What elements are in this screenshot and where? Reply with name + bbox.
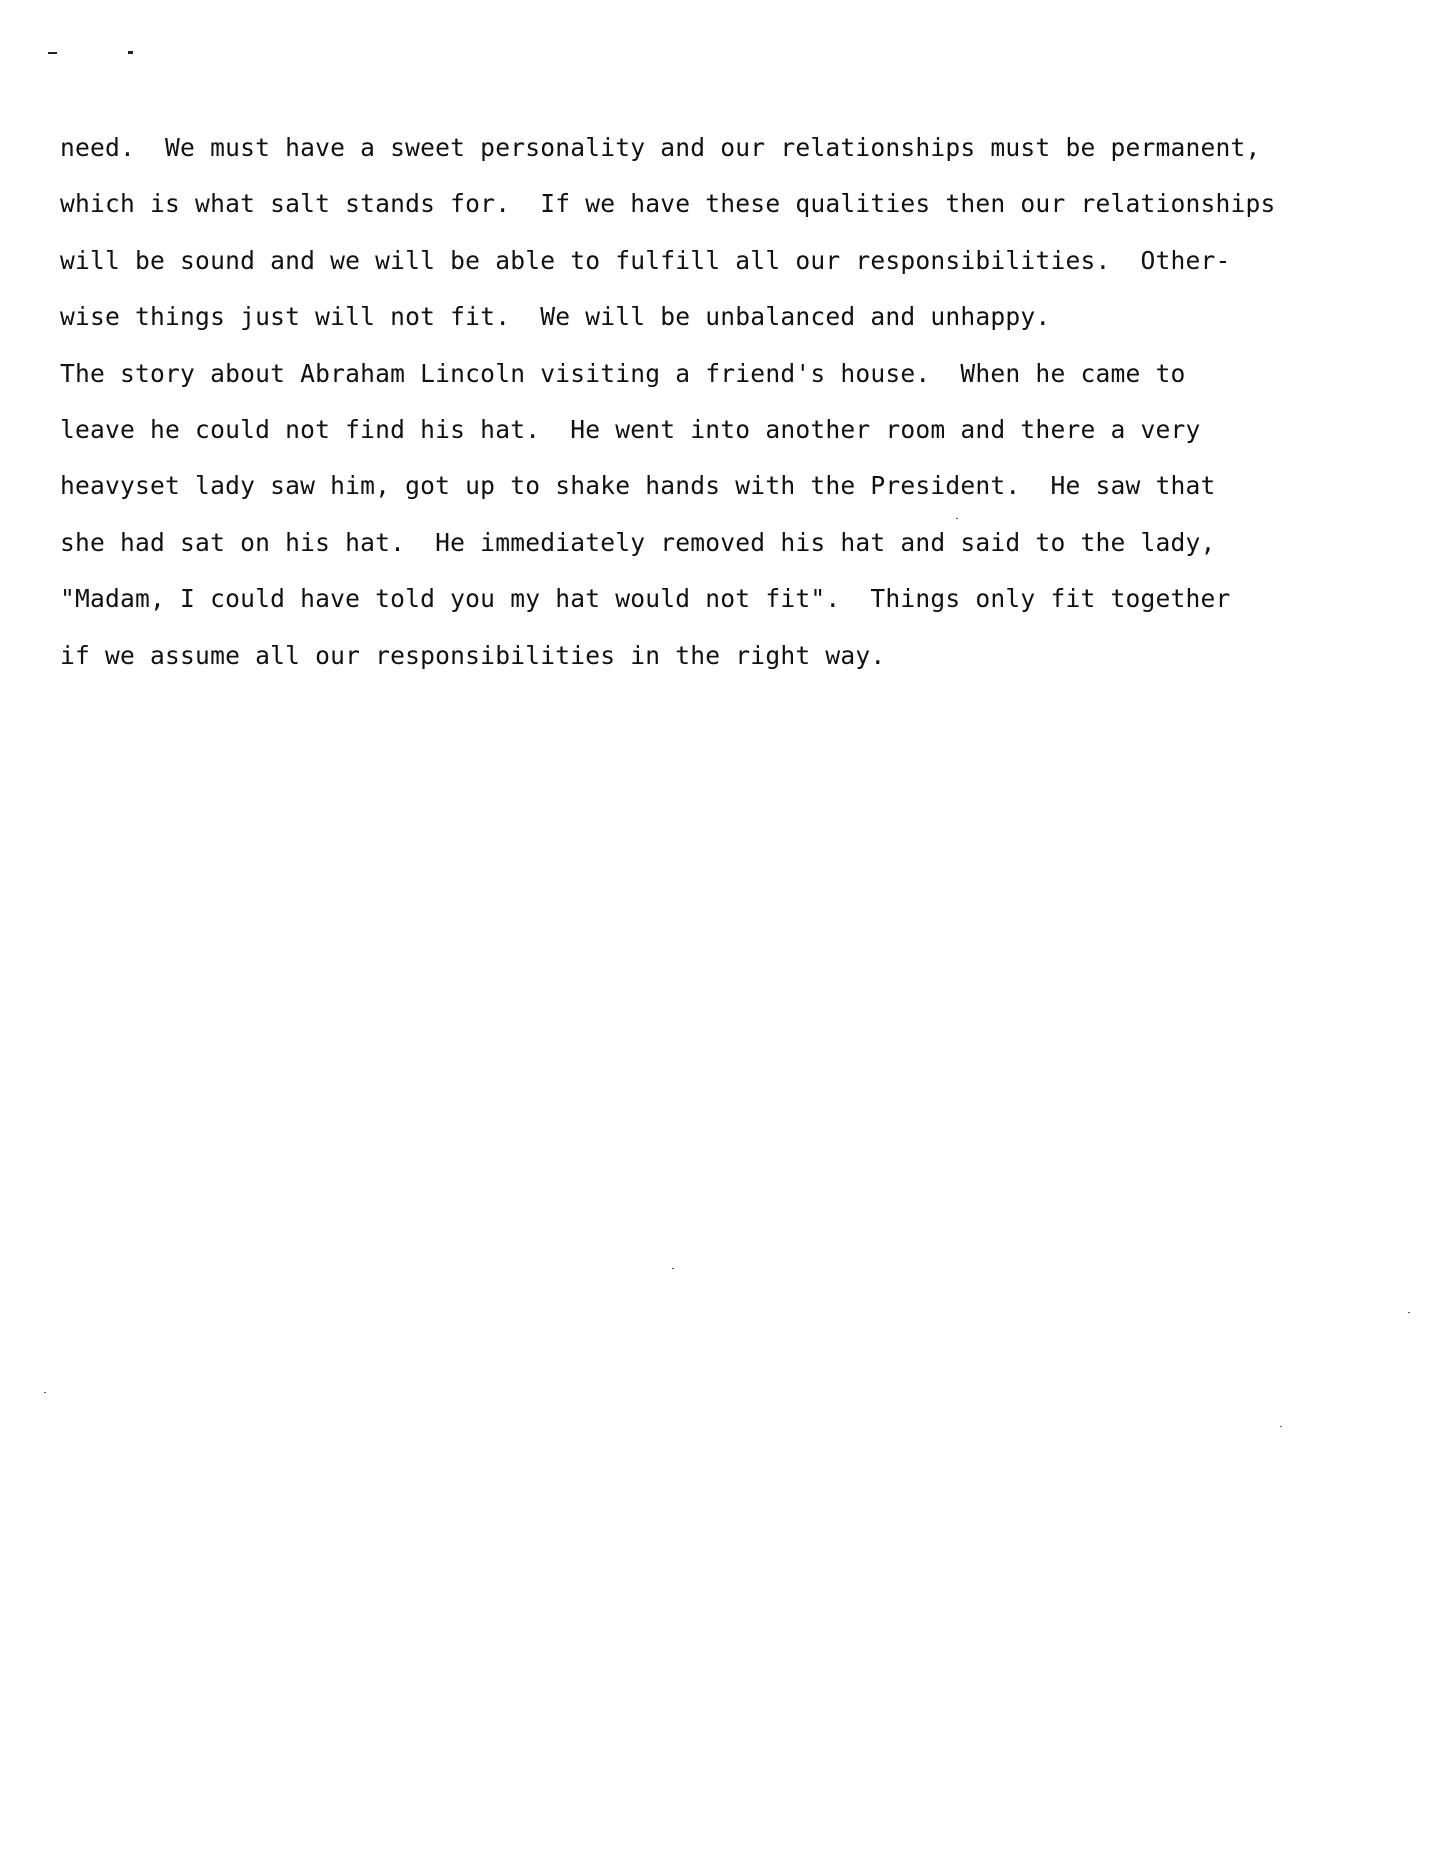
scan-speck [1408,1312,1410,1313]
text-line: "Madam, I could have told you my hat would not fit". Things only fit together [60,584,1231,614]
text-line: need. We must have a sweet personality and our relationships must be permanent, [60,133,1261,162]
scan-speck [956,518,958,519]
scan-speck [44,1392,46,1393]
text-line: if we assume all our responsibilities in the right way. [60,640,886,670]
text-line: she had sat on his hat. He immediately removed his hat and said to the lady, [60,527,1216,557]
body-text [60,120,1420,684]
text-line: will be sound and we will be able to fulfill all our responsibilities. Other- [60,245,1231,275]
corner-marks [48,46,138,58]
text-line: which is what salt stands for. If we have these qualities then our relationships [60,189,1276,219]
scan-mark [48,52,57,54]
scan-speck [1280,1426,1282,1427]
text-line: The story about Abraham Lincoln visiting a friend's house. When he came to [60,358,1186,388]
text-line: heavyset lady saw him, got up to shake hands with the President. He saw that [60,471,1216,501]
scan-speck [672,1268,674,1269]
text-line: leave he could not find his hat. He went into another room and there a very [60,415,1201,445]
scan-mark [128,51,133,54]
text-line: wise things just will not fit. We will be unbalanced and unhappy. [60,302,1051,332]
